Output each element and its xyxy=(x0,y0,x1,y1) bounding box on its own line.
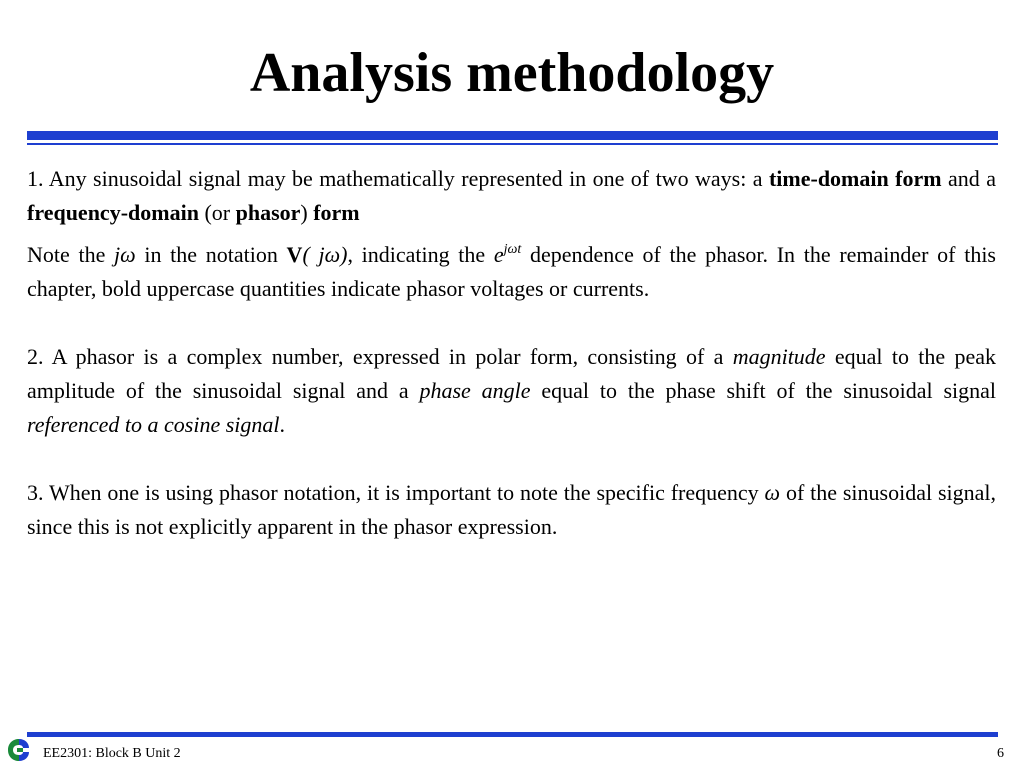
symbol-exponent: jωt xyxy=(503,242,522,257)
symbol-jw: jω xyxy=(114,242,136,267)
footer-course: EE2301: Block B Unit 2 xyxy=(43,746,181,761)
title-divider-thin xyxy=(27,143,998,145)
term-time-domain: time-domain form xyxy=(768,166,942,191)
slide-body xyxy=(27,162,996,544)
university-logo-icon xyxy=(4,736,32,764)
symbol-omega: ω xyxy=(764,480,781,505)
note-paragraph: Note the jω in the notation V( jω), indicating the $e^{j\omega t}$ dependence of the phasor. In the remainder of this chapter, bold uppercase quantities indicate phasor voltages or currents. xyxy=(27,242,996,301)
term-referenced: referenced to a cosine signal xyxy=(27,412,280,437)
title-divider-thick xyxy=(27,131,998,140)
page-number: 6 xyxy=(997,746,1004,761)
term-magnitude: magnitude xyxy=(732,344,826,369)
footer-divider xyxy=(27,732,998,737)
slide-title: Analysis methodology xyxy=(249,42,775,104)
symbol-V-arg: ( jω) xyxy=(302,242,348,267)
point-2: 2. A phasor is a complex number, expressed in polar form, consisting of a magnitude equal to the peak amplitude of the sinusoidal signal and a phase angle equal to the phase shift of the sinusoidal signal referenced to a cosine signal. xyxy=(27,344,996,437)
point-3: 3. When one is using phasor notation, it is important to note the specific frequency ω of the sinusoidal signal, since this is not explicitly apparent in the phasor expression. xyxy=(27,480,997,539)
symbol-e: e xyxy=(493,242,504,267)
term-phase-angle: phase angle xyxy=(419,378,531,403)
term-frequency-domain: frequency-domain xyxy=(27,200,199,225)
term-phasor: phasor xyxy=(235,200,301,225)
symbol-V: V xyxy=(286,242,303,267)
point-1: 1. Any sinusoidal signal may be mathematically represented in one of two ways: a time-domain form and a frequency-domain (or phasor) form xyxy=(27,166,996,225)
term-form: form xyxy=(313,200,360,225)
